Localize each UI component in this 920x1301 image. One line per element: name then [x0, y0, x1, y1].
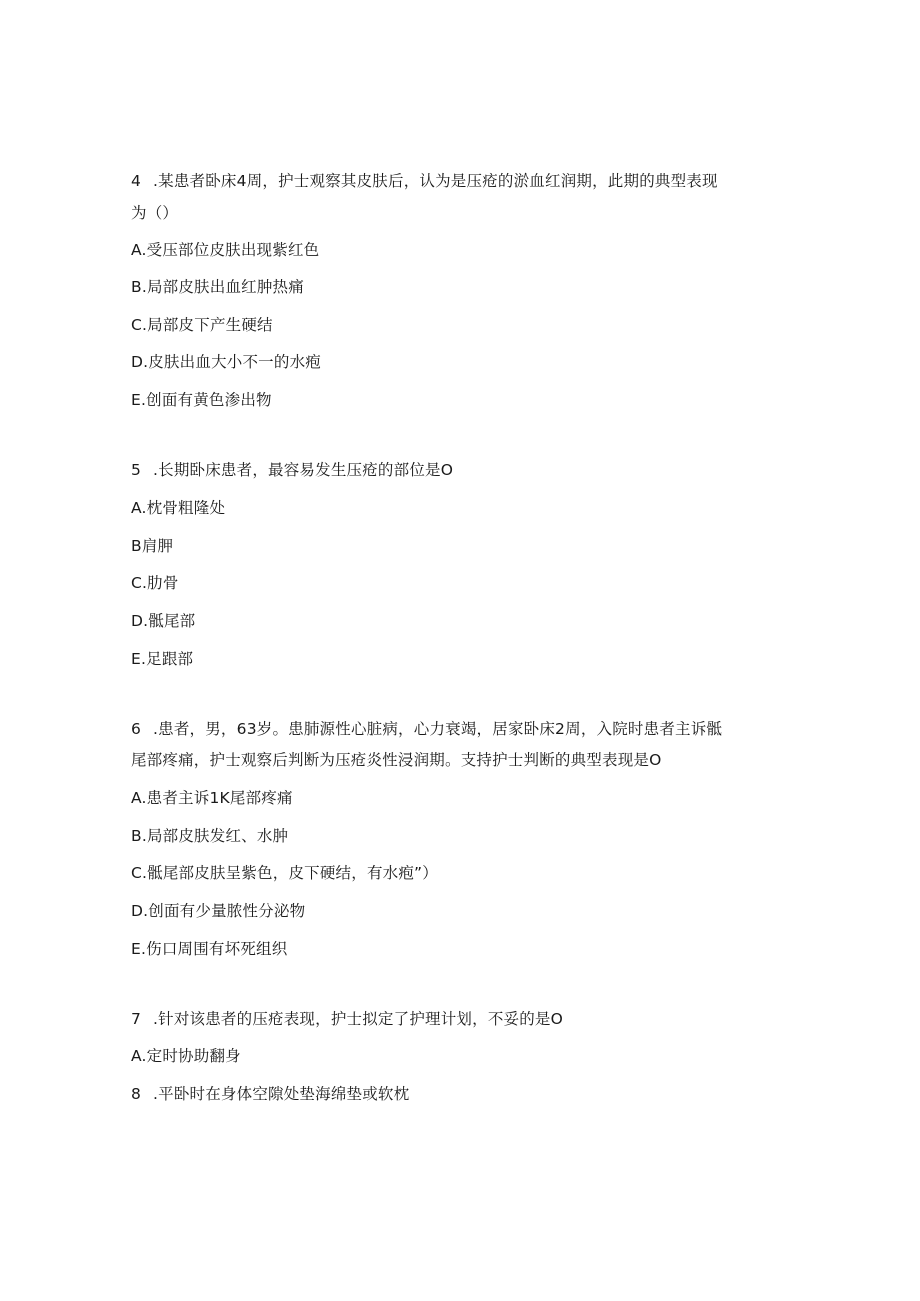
question-6-stem-line1: [131, 719, 722, 739]
question-stem-text: .针对该患者的压疮表现，护士拟定了护理计划，不妥的是O: [153, 1010, 564, 1028]
question-5-option-a: A.枕骨粗隆处: [131, 499, 226, 517]
question-number: 8: [131, 1085, 142, 1103]
question-6-stem-line2: 尾部疼痛，护士观察后判断为压疮炎性浸润期。支持护士判断的典型表现是O: [131, 751, 662, 769]
question-number: 6: [131, 720, 142, 738]
question-number: 4: [131, 172, 142, 190]
question-6-option-b: B.局部皮肤发红、水肿: [131, 827, 289, 845]
question-6-option-e: E.伤口周围有坏死组织: [131, 940, 288, 958]
question-number: 5: [131, 461, 142, 479]
question-6-option-a: A.患者主诉1K尾部疼痛: [131, 789, 293, 807]
question-7-option-a: A.定时协助翻身: [131, 1047, 241, 1065]
question-5-option-c: C.肋骨: [131, 574, 179, 592]
question-4-option-b: B.局部皮肤出血红肿热痛: [131, 278, 304, 296]
question-5-stem-line1: [131, 460, 453, 480]
question-stem-text: .某患者卧床4周，护士观察其皮肤后，认为是压疮的淤血红润期，此期的典型表现: [153, 172, 718, 190]
question-4-option-d: D.皮肤出血大小不一的水疱: [131, 353, 321, 371]
question-4-option-e: E.创面有黄色渗出物: [131, 391, 272, 409]
question-8-stem-line1: [131, 1084, 409, 1104]
question-4-stem-line2: 为（）: [131, 204, 179, 222]
question-5-option-d: D.骶尾部: [131, 612, 196, 630]
question-number: 7: [131, 1010, 142, 1028]
question-stem-text: .长期卧床患者，最容易发生压疮的部位是O: [153, 461, 454, 479]
question-5-option-e: E.足跟部: [131, 650, 194, 668]
question-6-option-c: C.骶尾部皮肤呈紫色，皮下硬结，有水疱”）: [131, 864, 438, 882]
question-5-option-b: B肩胛: [131, 537, 174, 555]
question-4-option-c: C.局部皮下产生硬结: [131, 316, 273, 334]
question-6-option-d: D.创面有少量脓性分泌物: [131, 902, 306, 920]
question-stem-text: .患者，男，63岁。患肺源性心脏病，心力衰竭，居家卧床2周，入院时患者主诉骶: [153, 720, 723, 738]
question-stem-text: .平卧时在身体空隙处垫海绵垫或软枕: [153, 1085, 410, 1103]
question-7-stem-line1: [131, 1009, 563, 1029]
question-4-option-a: A.受压部位皮肤出现紫红色: [131, 241, 320, 259]
question-4-stem-line1: [131, 171, 718, 191]
